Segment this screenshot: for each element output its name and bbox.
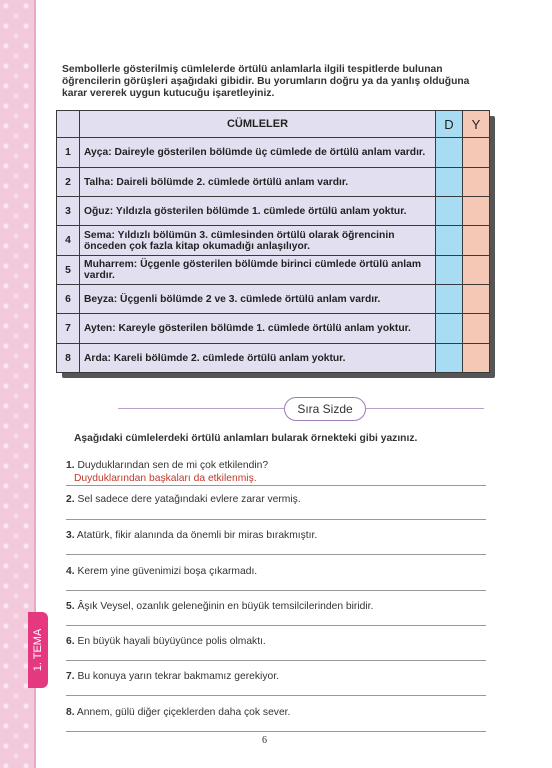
header-num — [57, 111, 80, 138]
question-text: Âşık Veysel, ozanlık geleneğinin en büyük temsilcilerinden biridir. — [77, 601, 374, 612]
question-number: 2. — [66, 494, 75, 505]
question-item — [66, 460, 268, 471]
row-number: 5 — [57, 256, 80, 285]
example-answer: Duyduklarından başkaları da etkilenmiş. — [74, 473, 257, 484]
false-checkbox[interactable] — [463, 256, 490, 285]
true-checkbox[interactable] — [436, 314, 463, 344]
table-row — [57, 197, 490, 226]
question-number: 3. — [66, 530, 75, 541]
answer-line[interactable] — [66, 625, 486, 626]
row-number: 4 — [57, 226, 80, 256]
table-row — [57, 138, 490, 168]
table-row — [57, 314, 490, 344]
row-text: Ayten: Kareyle gösterilen bölümde 1. cümlede örtülü anlam yoktur. — [80, 314, 436, 344]
question-item — [66, 671, 279, 682]
false-checkbox[interactable] — [463, 285, 490, 314]
header-sentences: CÜMLELER — [80, 111, 436, 138]
question-text: Annem, gülü diğer çiçeklerden daha çok sever. — [76, 707, 291, 718]
answer-line[interactable] — [66, 660, 486, 661]
false-checkbox[interactable] — [463, 197, 490, 226]
answer-line[interactable] — [66, 590, 486, 591]
answer-line[interactable] — [66, 695, 486, 696]
table-row — [57, 285, 490, 314]
table-row — [57, 226, 490, 256]
false-checkbox[interactable] — [463, 344, 490, 373]
divider-right — [364, 408, 484, 409]
row-text: Oğuz: Yıldızla gösterilen bölümde 1. cümlede örtülü anlam yoktur. — [80, 197, 436, 226]
question-number: 8. — [66, 707, 75, 718]
page-number: 6 — [262, 735, 267, 746]
row-text: Beyza: Üçgenli bölümde 2 ve 3. cümlede örtülü anlam vardır. — [80, 285, 436, 314]
question-number: 4. — [66, 566, 75, 577]
answer-line[interactable] — [66, 554, 486, 555]
true-checkbox[interactable] — [436, 197, 463, 226]
table-row — [57, 168, 490, 197]
question-item — [66, 566, 257, 577]
true-checkbox[interactable] — [436, 344, 463, 373]
header-d: D — [436, 111, 463, 138]
tema-tab — [28, 612, 48, 688]
question-item — [66, 494, 301, 505]
intro-text: Sembollerle gösterilmiş cümlelerde örtülü anlamlarla ilgili tespitlerde bulunan öğrencilerin görüşleri aşağıdaki gibidir. Bu yorumların doğru ya da yanlış olduğuna karar vererek uygun kutucuğu işaretleyiniz. — [62, 64, 470, 99]
row-text: Talha: Daireli bölümde 2. cümlede örtülü anlam vardır. — [80, 168, 436, 197]
row-text: Ayça: Daireyle gösterilen bölümde üç cümlede de örtülü anlam vardır. — [80, 138, 436, 168]
row-text: Sema: Yıldızlı bölümün 3. cümlesinden örtülü olarak öğrencinin önceden çok fazla kitap okumadığı anlaşılıyor. — [80, 226, 436, 256]
row-text: Muharrem: Üçgenle gösterilen bölümde birinci cümlede örtülü anlam vardır. — [80, 256, 436, 285]
answer-line[interactable] — [66, 731, 486, 732]
statements-table — [56, 110, 490, 373]
question-item — [66, 636, 266, 647]
question-number: 7. — [66, 671, 75, 682]
question-text: Kerem yine güvenimizi boşa çıkarmadı. — [77, 566, 258, 577]
false-checkbox[interactable] — [463, 314, 490, 344]
question-number: 1. — [66, 460, 75, 471]
table-header-row — [57, 111, 490, 138]
question-text: Atatürk, fikir alanında da önemli bir miras bırakmıştır. — [76, 530, 318, 541]
false-checkbox[interactable] — [463, 226, 490, 256]
true-checkbox[interactable] — [436, 226, 463, 256]
table-row — [57, 344, 490, 373]
true-checkbox[interactable] — [436, 138, 463, 168]
answer-line[interactable] — [66, 485, 486, 486]
question-text: En büyük hayali büyüyünce polis olmaktı. — [77, 636, 266, 647]
row-number: 1 — [57, 138, 80, 168]
row-number: 7 — [57, 314, 80, 344]
header-y: Y — [463, 111, 490, 138]
question-item — [66, 601, 373, 612]
question-text: Bu konuya yarın tekrar bakmamız gerekiyor. — [77, 671, 279, 682]
table-row — [57, 256, 490, 285]
true-checkbox[interactable] — [436, 256, 463, 285]
true-checkbox[interactable] — [436, 285, 463, 314]
false-checkbox[interactable] — [463, 168, 490, 197]
row-number: 6 — [57, 285, 80, 314]
row-text: Arda: Kareli bölümde 2. cümlede örtülü anlam yoktur. — [80, 344, 436, 373]
question-item — [66, 707, 290, 718]
tema-label: 1. TEMA — [32, 628, 44, 672]
false-checkbox[interactable] — [463, 138, 490, 168]
question-text: Sel sadece dere yatağındaki evlere zarar vermiş. — [77, 494, 301, 505]
row-number: 8 — [57, 344, 80, 373]
answer-line[interactable] — [66, 519, 486, 520]
row-number: 3 — [57, 197, 80, 226]
question-item — [66, 530, 317, 541]
true-checkbox[interactable] — [436, 168, 463, 197]
question-text: Duyduklarından sen de mi çok etkilendin? — [77, 460, 269, 471]
question-number: 5. — [66, 601, 75, 612]
question-number: 6. — [66, 636, 75, 647]
instruction-text: Aşağıdaki cümlelerdeki örtülü anlamları bularak örnekteki gibi yazınız. — [74, 433, 418, 444]
row-number: 2 — [57, 168, 80, 197]
sira-sizde-heading: Sıra Sizde — [284, 397, 366, 421]
divider-left — [118, 408, 284, 409]
